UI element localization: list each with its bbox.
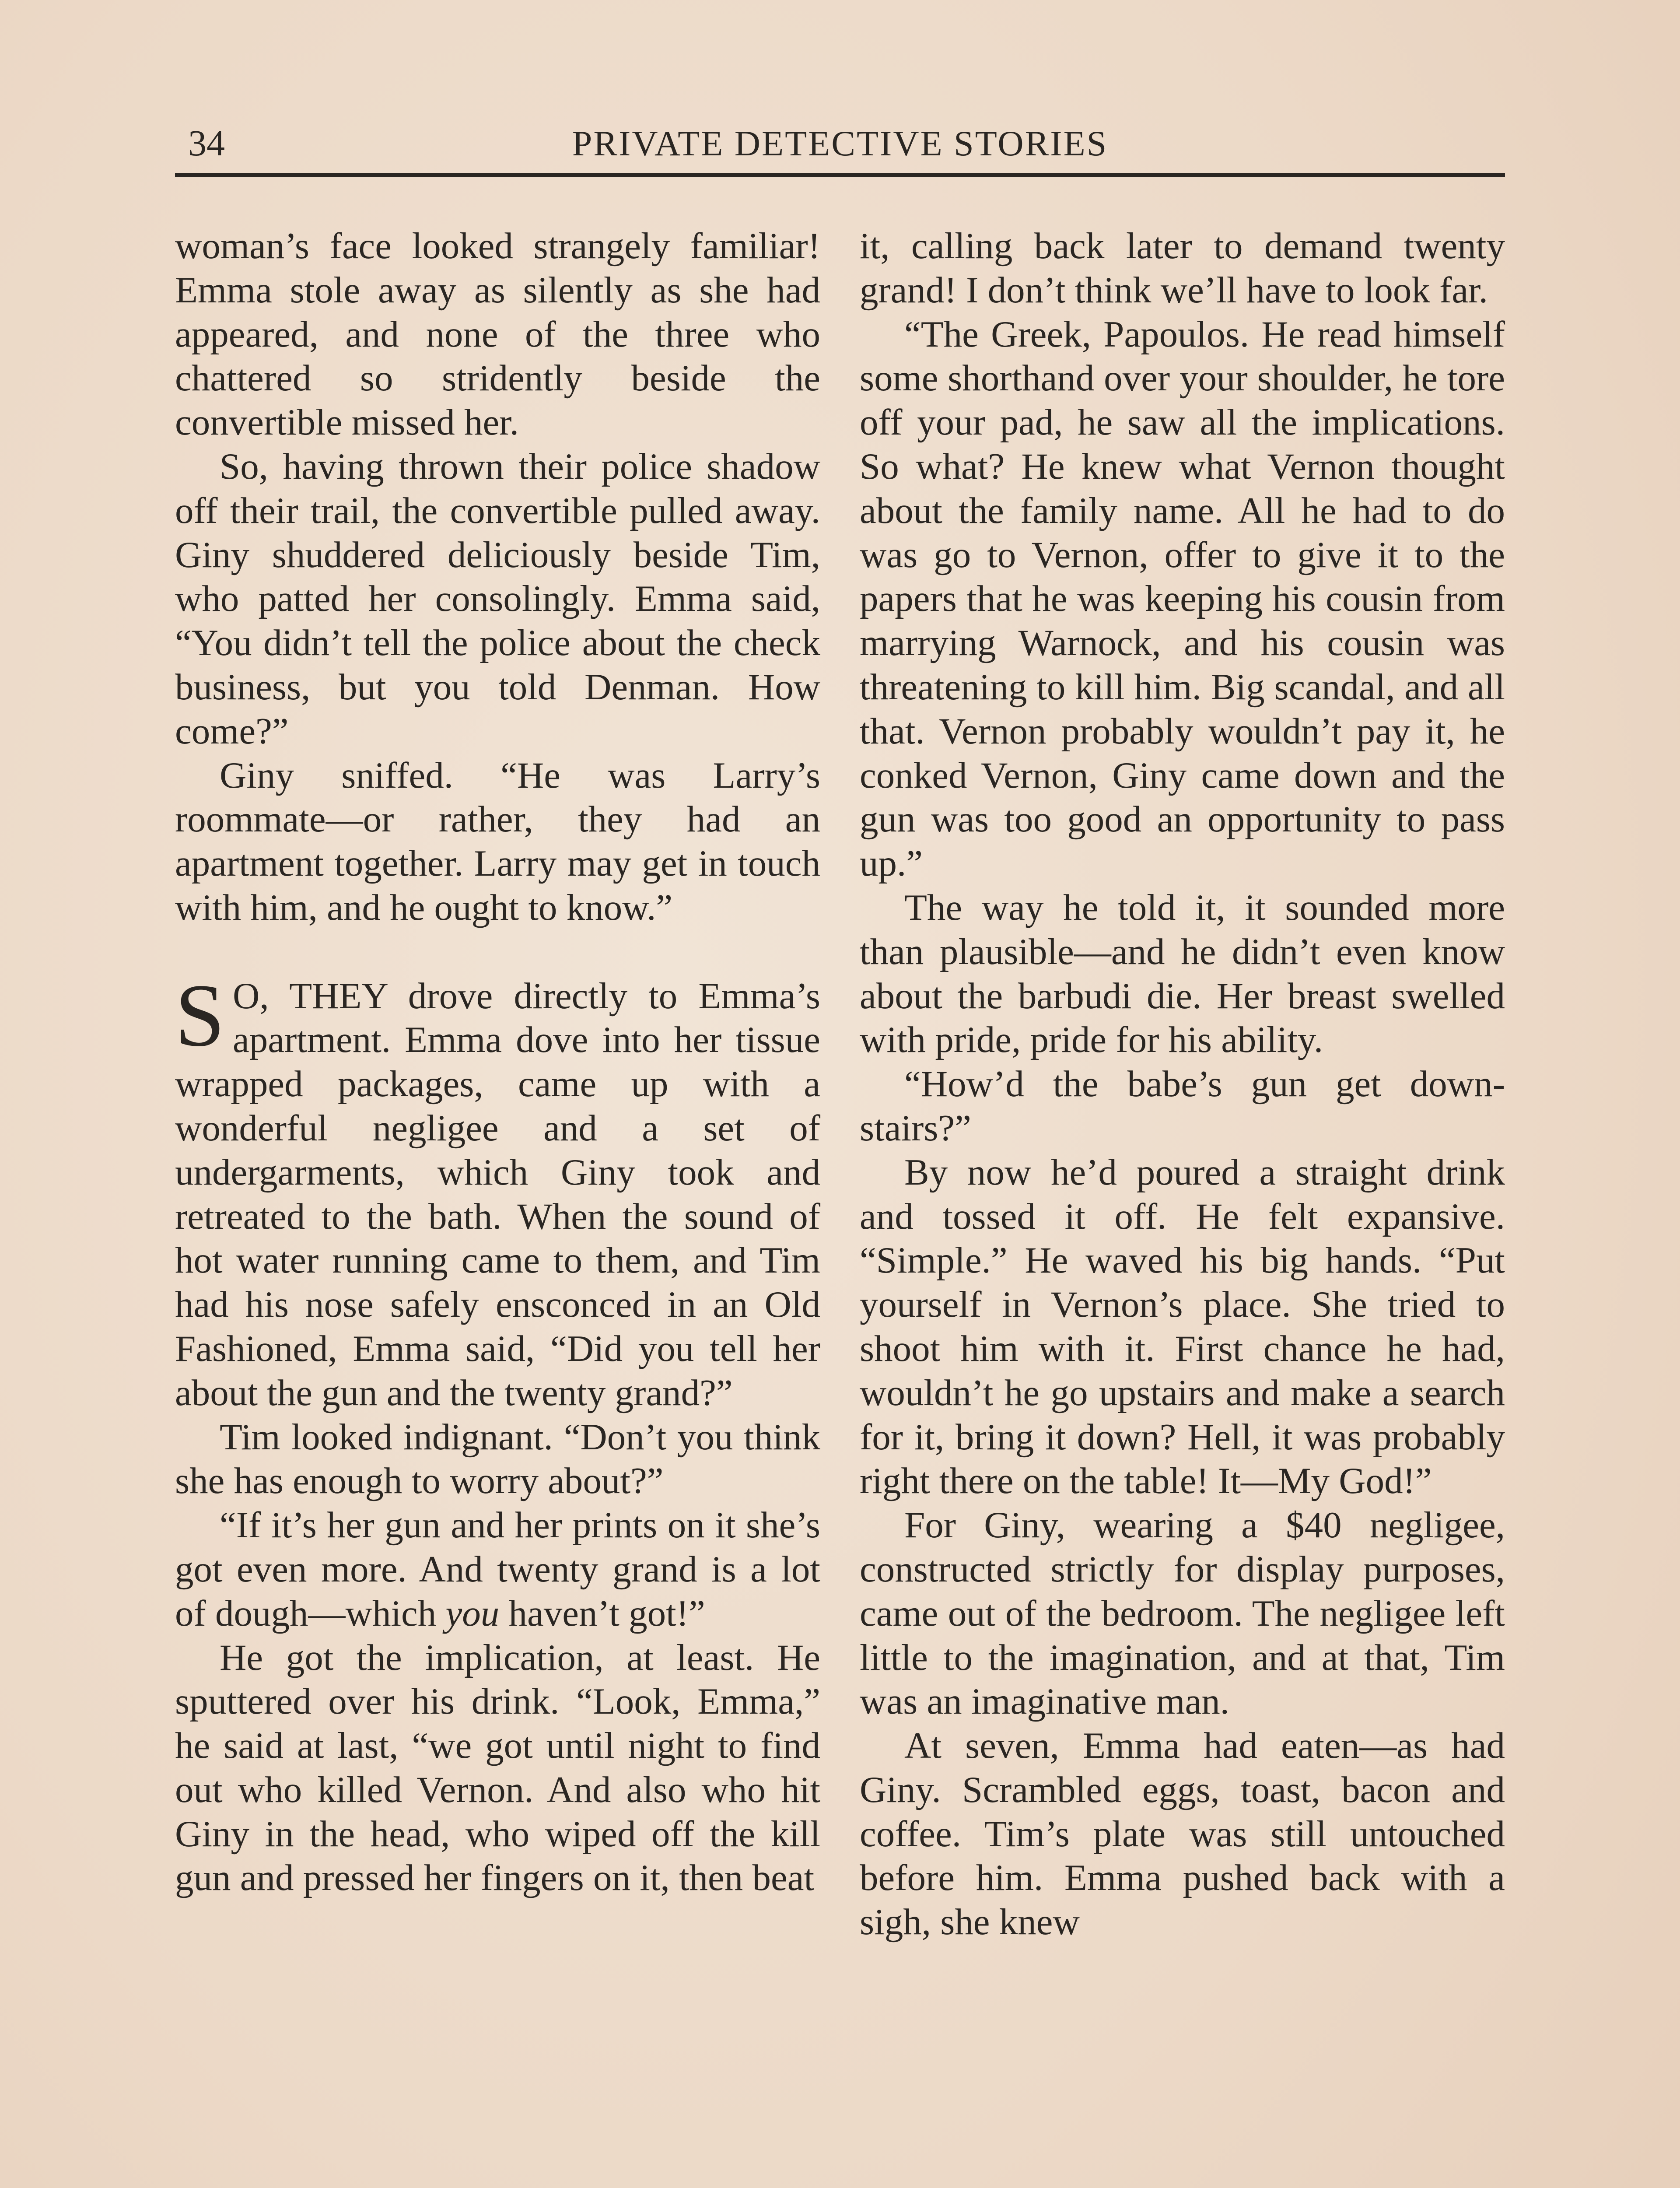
paragraph: Giny sniffed. “He was Larry’s roommate—or rather, they had an apartment together. Larry may get in touch with him, and he ought to know.” xyxy=(175,754,820,928)
header-rule xyxy=(175,173,1505,177)
left-column xyxy=(175,224,820,1900)
paragraph-text: haven’t got!” xyxy=(499,1592,705,1634)
paragraph: it, calling back later to demand twenty grand! I don’t think we’ll have to look far. xyxy=(860,225,1505,311)
paragraph: For Giny, wearing a $40 negligee, constructed strictly for display purposes, came out of the bedroom. The negligee left little to the imagination, and at that, Tim was an imaginative man. xyxy=(860,1504,1505,1722)
right-column xyxy=(860,224,1505,1944)
paragraph: He got the implication, at least. He sputtered over his drink. “Look, Emma,” he said at last, “we got until night to find out who killed Vernon. And also who hit Giny in the head, who wiped off the kill gun and pressed her fingers on it, then beat xyxy=(175,1637,820,1899)
paragraph-text: “If it’s her gun and her prints on it she’s got even more. And twenty grand is a lot of dough—which xyxy=(175,1504,820,1634)
drop-cap: S xyxy=(175,965,225,1065)
paragraph-text: O, THEY drove directly to Emma’s apartment. Emma dove into her tissue wrapped packages, came up with a wonderful negligee and a set of undergarments, which Giny took and retreated to the bath. When the sound of hot water running came to them, and Tim had his nose safely ensconced in an Old Fashioned, Emma said, “Did you tell her about the gun and the twenty grand?” xyxy=(175,975,820,1413)
paragraph: At seven, Emma had eaten—as had Giny. Scrambled eggs, toast, bacon and coffee. Tim’s plate was still untouched before him. Emma pushed back with a sigh, she knew xyxy=(860,1725,1505,1943)
paragraph: “How’d the babe’s gun get downstairs?” xyxy=(860,1063,1505,1149)
paragraph: By now he’d poured a straight drink and tossed it off. He felt expansive. “Simple.” He waved his big hands. “Put yourself in Vernon’s place. She tried to shoot him with it. First chance he had, wouldn’t he go upstairs and make a search for it, bring it down? Hell, it was probably right there on the table! It—My God!” xyxy=(860,1151,1505,1502)
running-title: PRIVATE DETECTIVE STORIES xyxy=(572,123,1108,163)
paragraph: woman’s face looked strangely familiar! Emma stole away as silently as she had appeared, and none of the three who chattered so stridently beside the convertible missed her. xyxy=(175,225,820,443)
page-header xyxy=(175,117,1505,170)
paragraph: “The Greek, Papoulos. He read himself some shorthand over your shoulder, he tore off your pad, he saw all the implications. So what? He knew what Vernon thought about the family name. All he had to do was go to Vernon, offer to give it to the papers that he was keeping his cousin from marrying Warnock, and his cousin was threatening to kill him. Big scandal, and all that. Vernon probably wouldn’t pay it, he conked Vernon, Giny came down and the gun was too good an opportunity to pass up.” xyxy=(860,313,1505,884)
page-number: 34 xyxy=(188,123,225,164)
emphasis-word: you xyxy=(445,1592,500,1634)
section-paragraph xyxy=(175,965,820,1415)
paragraph: The way he told it, it sounded more than plausible—and he didn’t even know about the barbudi die. Her breast swelled with pride, pride for his ability. xyxy=(860,887,1505,1061)
paragraph: So, having thrown their police shadow off their trail, the convertible pulled away. Giny shuddered deliciously beside Tim, who patted her consolingly. Emma said, “You didn’t tell the police about the check business, but you told Denman. How come?” xyxy=(175,445,820,752)
paragraph xyxy=(175,1503,820,1635)
paragraph: Tim looked indignant. “Don’t you think she has enough to worry about?” xyxy=(175,1416,820,1502)
